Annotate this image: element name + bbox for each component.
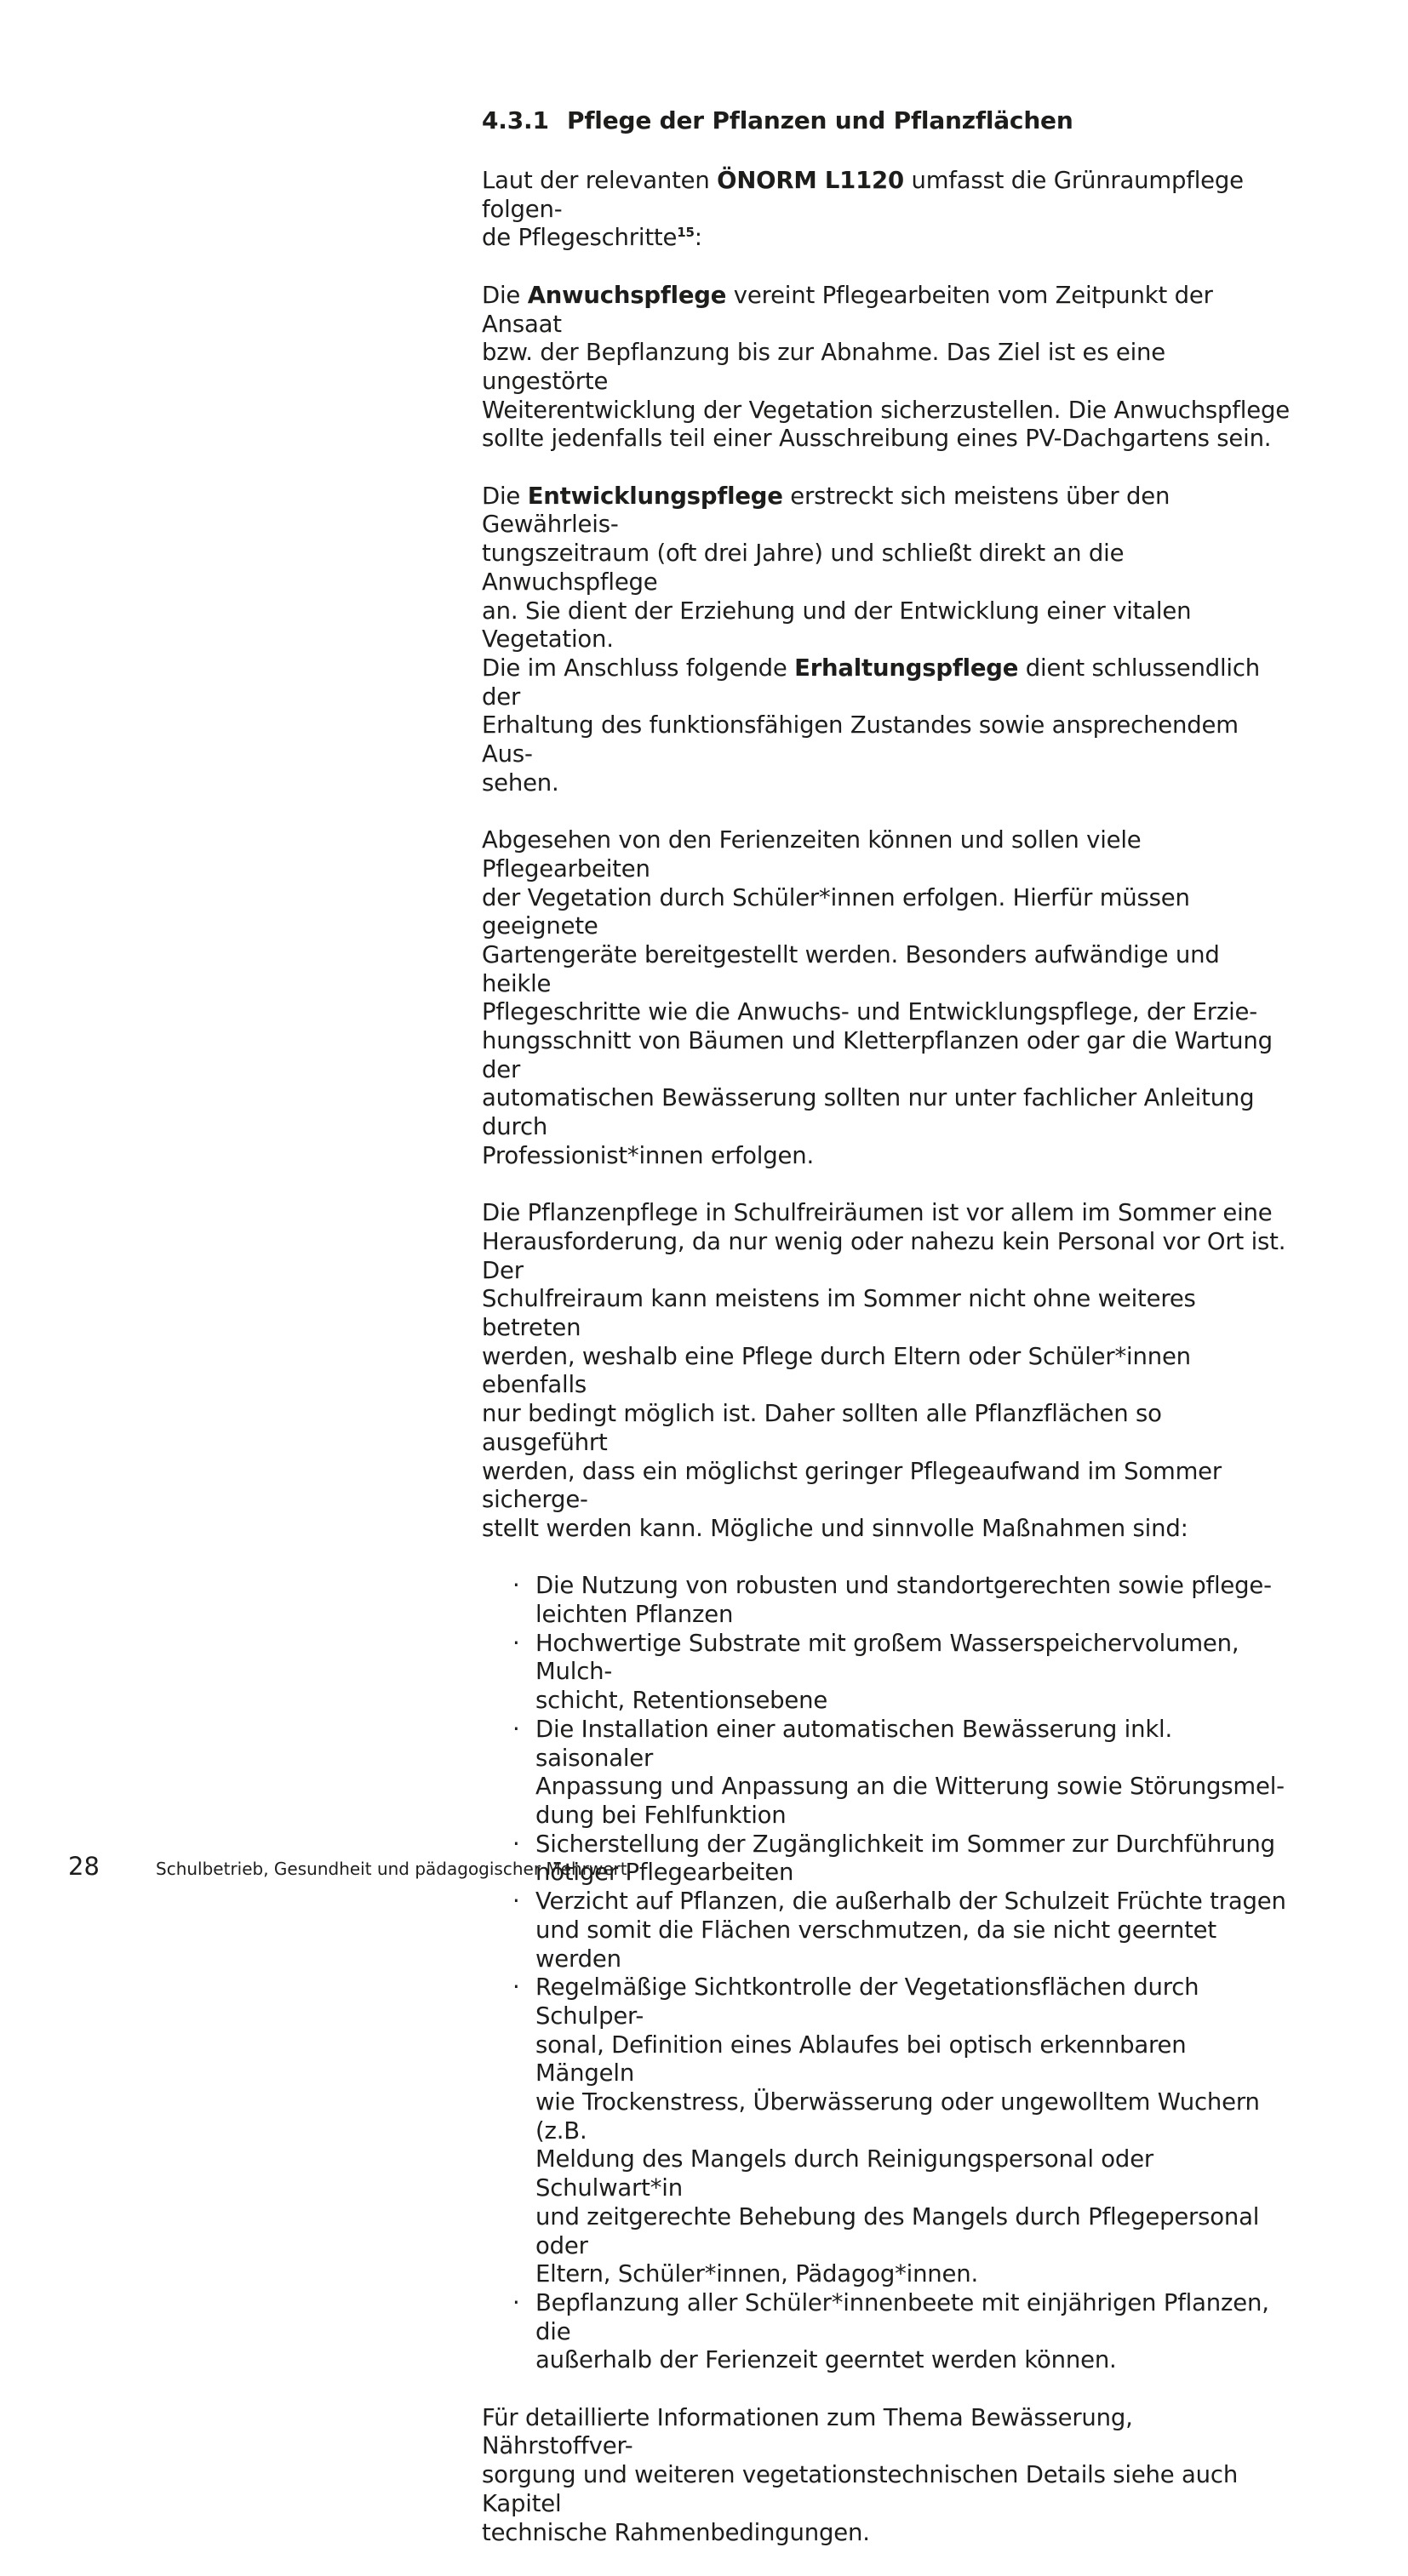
list-item bbox=[512, 2288, 1291, 2375]
text-line: Weiterentwicklung der Vegetation sicherzustellen. Die Anwuchspflege bbox=[482, 396, 1290, 424]
text-line: Die Installation einer automatischen Bewässerung inkl. saisonaler bbox=[535, 1715, 1173, 1772]
page-content bbox=[482, 104, 1291, 2576]
section-number: 4.3.1 bbox=[482, 106, 549, 134]
text: Die bbox=[482, 482, 528, 510]
text-line: werden, dass ein möglichst geringer Pflegeaufwand im Sommer sicherge- bbox=[482, 1457, 1222, 1514]
paragraph-details bbox=[482, 2404, 1291, 2548]
text-line: sonal, Definition eines Ablaufes bei optisch erkennbaren Mängeln bbox=[535, 2031, 1187, 2088]
text-line: technische Rahmenbedingungen. bbox=[482, 2518, 870, 2546]
text-line: automatischen Bewässerung sollten nur unter fachlicher Anleitung durch bbox=[482, 1084, 1255, 1141]
text-line: und zeitgerechte Behebung des Mangels durch Pflegepersonal oder bbox=[535, 2202, 1260, 2259]
paragraph-sommer bbox=[482, 1199, 1291, 1543]
text-line: tungszeitraum (oft drei Jahre) und schließt direkt an die Anwuchspflege bbox=[482, 540, 1125, 596]
text-line: sehen. bbox=[482, 768, 559, 797]
text-line: und somit die Flächen verschmutzen, da sie nicht geerntet werden bbox=[535, 1916, 1216, 1973]
text-line: schicht, Retentionsebene bbox=[535, 1687, 828, 1715]
text-line: leichten Pflanzen bbox=[535, 1601, 734, 1629]
measures-list bbox=[482, 1572, 1291, 2375]
list-item bbox=[512, 1629, 1291, 1716]
bullet-icon: · bbox=[512, 1629, 520, 1657]
text: vereint Pflegearbeiten vom Zeitpunkt der Ansaat bbox=[482, 281, 1213, 338]
list-item bbox=[512, 1973, 1291, 2289]
text-line: sorgung und weiteren vegetationstechnischen Details siehe auch Kapitel bbox=[482, 2461, 1239, 2517]
text-line: außerhalb der Ferienzeit geerntet werden können. bbox=[535, 2346, 1117, 2374]
paragraph-ferienzeiten bbox=[482, 826, 1291, 1170]
text-line: Pflegeschritte wie die Anwuchs- und Entwicklungspflege, der Erzie- bbox=[482, 998, 1257, 1026]
text-line: nur bedingt möglich ist. Daher sollten alle Pflanzflächen so ausgeführt bbox=[482, 1400, 1162, 1456]
chapter-title: Schulbetrieb, Gesundheit und pädagogischer Mehrwert bbox=[156, 1859, 627, 1879]
text-line: Abgesehen von den Ferienzeiten können und sollen viele Pflegearbeiten bbox=[482, 826, 1142, 882]
text: erstreckt sich meistens über den Gewährleis- bbox=[482, 482, 1170, 539]
text-line: Anpassung und Anpassung an die Witterung sowie Störungsmel- bbox=[535, 1773, 1285, 1801]
text-line: werden, weshalb eine Pflege durch Eltern oder Schüler*innen ebenfalls bbox=[482, 1342, 1191, 1399]
bullet-icon: · bbox=[512, 1715, 520, 1743]
text-line: Hochwertige Substrate mit großem Wasserspeichervolumen, Mulch- bbox=[535, 1629, 1239, 1686]
text: Die bbox=[482, 281, 528, 309]
term-entwicklungspflege: Entwicklungspflege bbox=[527, 482, 783, 510]
text-line: Meldung des Mangels durch Reinigungspersonal oder Schulwart*in bbox=[535, 2145, 1154, 2202]
text-line: Regelmäßige Sichtkontrolle der Vegetationsflächen durch Schulper- bbox=[535, 1973, 1199, 2030]
list-item bbox=[512, 1888, 1291, 1973]
text-line: wie Trockenstress, Überwässerung oder ungewolltem Wuchern (z.B. bbox=[535, 2088, 1260, 2145]
text-line: Verzicht auf Pflanzen, die außerhalb der Schulzeit Früchte tragen bbox=[535, 1888, 1286, 1916]
text-line: Professionist*innen erfolgen. bbox=[482, 1141, 814, 1169]
text-line: Schulfreiraum kann meistens im Sommer nicht ohne weiteres betreten bbox=[482, 1285, 1196, 1342]
intro-paragraph bbox=[482, 167, 1291, 253]
text-line: dung bei Fehlfunktion bbox=[535, 1802, 787, 1829]
paragraph-anwuchspflege bbox=[482, 282, 1291, 454]
list-item bbox=[512, 1572, 1291, 1629]
intro-text: umfasst die Grünraumpflege folgen- bbox=[482, 167, 1244, 223]
text-line: Eltern, Schüler*innen, Pädagog*innen. bbox=[535, 2260, 979, 2288]
text-line: sollte jedenfalls teil einer Ausschreibung eines PV-Dachgartens sein. bbox=[482, 425, 1272, 453]
text-line: an. Sie dient der Erziehung und der Entwicklung einer vitalen Vegetation. bbox=[482, 597, 1192, 654]
bullet-icon: · bbox=[512, 1572, 520, 1600]
text-line: bzw. der Bepflanzung bis zur Abnahme. Das Ziel ist es eine ungestörte bbox=[482, 339, 1166, 395]
intro-text: Laut der relevanten bbox=[482, 167, 718, 194]
text-line: stellt werden kann. Mögliche und sinnvolle Maßnahmen sind: bbox=[482, 1514, 1188, 1542]
intro-text: : bbox=[694, 224, 702, 252]
standard-name: ÖNORM L1120 bbox=[717, 167, 904, 194]
text-line: nötiger Pflegearbeiten bbox=[535, 1859, 794, 1887]
footnote-marker: 15 bbox=[677, 225, 695, 241]
section-heading bbox=[482, 104, 1291, 138]
text-line: Für detaillierte Informationen zum Thema Bewässerung, Nährstoffver- bbox=[482, 2403, 1133, 2460]
text-line: Bepflanzung aller Schüler*innenbeete mit einjährigen Pflanzen, die bbox=[535, 2288, 1269, 2345]
list-item bbox=[512, 1830, 1291, 1888]
text-line: Gartengeräte bereitgestellt werden. Besonders aufwändige und heikle bbox=[482, 940, 1220, 997]
intro-text: de Pflegeschritte bbox=[482, 224, 678, 252]
text-line: Herausforderung, da nur wenig oder nahezu kein Personal vor Ort ist. Der bbox=[482, 1227, 1286, 1284]
term-anwuchspflege: Anwuchspflege bbox=[527, 281, 727, 309]
text-line: Erhaltung des funktionsfähigen Zustandes sowie ansprechendem Aus- bbox=[482, 711, 1239, 768]
text: Die im Anschluss folgende bbox=[482, 654, 795, 682]
bullet-icon: · bbox=[512, 1830, 520, 1858]
text-line: Die Nutzung von robusten und standortgerechten sowie pflege- bbox=[535, 1572, 1272, 1600]
section-title: Pflege der Pflanzen und Pflanzflächen bbox=[567, 106, 1073, 134]
text-line: Sicherstellung der Zugänglichkeit im Sommer zur Durchführung bbox=[535, 1830, 1275, 1858]
text-line: der Vegetation durch Schüler*innen erfolgen. Hierfür müssen geeignete bbox=[482, 883, 1190, 940]
text-line: hungsschnitt von Bäumen und Kletterpflanzen oder gar die Wartung der bbox=[482, 1027, 1273, 1083]
text: dient schlussendlich der bbox=[482, 654, 1260, 711]
term-erhaltungspflege: Erhaltungspflege bbox=[794, 654, 1019, 682]
page-number: 28 bbox=[68, 1852, 100, 1881]
paragraph-entwicklungspflege bbox=[482, 483, 1291, 798]
bullet-icon: · bbox=[512, 1888, 520, 1916]
bullet-icon: · bbox=[512, 1973, 520, 2002]
bullet-icon: · bbox=[512, 2288, 520, 2316]
text-line: Die Pflanzenpflege in Schulfreiräumen ist vor allem im Sommer eine bbox=[482, 1199, 1273, 1227]
list-item bbox=[512, 1715, 1291, 1831]
